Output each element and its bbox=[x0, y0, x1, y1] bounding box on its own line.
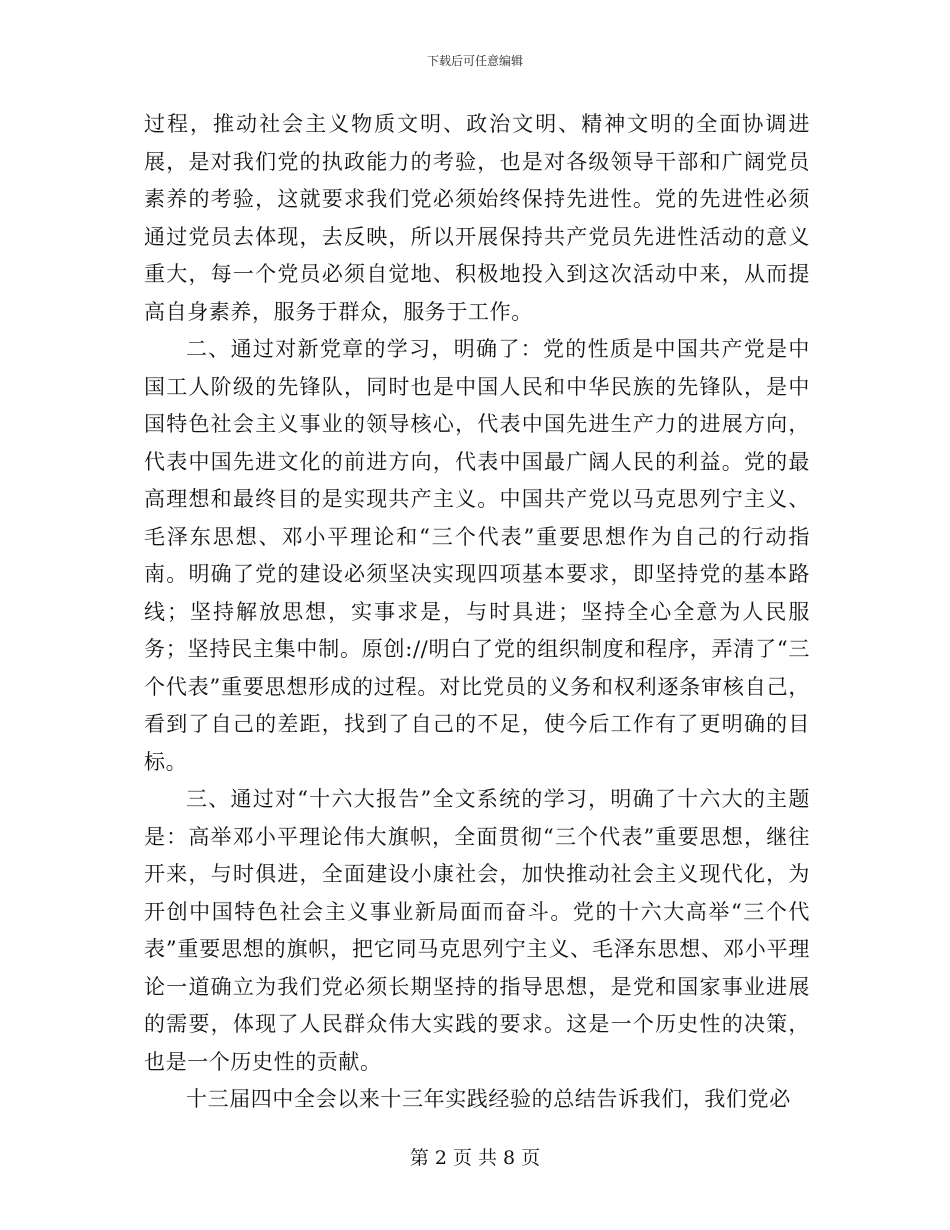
paragraph-continuation: 过程，推动社会主义物质文明、政治文明、精神文明的全面协调进展，是对我们党的执政能力的考验，也是对各级领导干部和广阔党员素养的考验，这就要求我们党必须始终保持先进性。党的先进性必须通过党员去体现，去反映，所以开展保持共产党员先进性活动的意义重大，每一个党员必须自觉地、积极地投入到这次活动中来，从而提高自身素养，服务于群众，服务于工作。 bbox=[144, 112, 810, 324]
paragraph-party-constitution: 二、通过对新党章的学习，明确了：党的性质是中国共产党是中国工人阶级的先锋队，同时也是中国人民和中华民族的先锋队，是中国特色社会主义事业的领导核心，代表中国先进生产力的进展方向，代表中国先进文化的前进方向，代表中国最广阔人民的利益。党的最高理想和最终目的是实现共产主义。中国共产党以马克思列宁主义、毛泽东思想、邓小平理论和“三个代表”重要思想作为自己的行动指南。明确了党的建设必须坚决实现四项基本要求，即坚持党的基本路线；坚持解放思想，实事求是，与时具进；坚持全心全意为人民服务；坚持民主集中制。原创://明白了党的组织制度和程序，弄清了“三个代表”重要思想形成的过程。对比党员的义务和权利逐条审核自己，看到了自己的差距，找到了自己的不足，使今后工作有了更明确的目标。 bbox=[144, 337, 810, 774]
page-number: 第 2 页 共 8 页 bbox=[409, 1147, 541, 1169]
paragraph-sixteenth-congress: 三、通过对“十六大报告”全文系统的学习，明确了十六大的主题是：高举邓小平理论伟大旗帜，全面贯彻“三个代表”重要思想，继往开来，与时俱进，全面建设小康社会，加快推动社会主义现代化，为开创中国特色社会主义事业新局面而奋斗。党的十六大高举“三个代表”重要思想的旗帜，把它同马克思列宁主义、毛泽东思想、邓小平理论一道确立为我们党必须长期坚持的指导思想，是党和国家事业进展的需要，体现了人民群众伟大实践的要求。这是一个历史性的决策，也是一个历史性的贡献。 bbox=[144, 787, 810, 1074]
page-header-note: 下载后可任意编辑 bbox=[426, 54, 523, 68]
document-body bbox=[144, 106, 810, 1119]
paragraph-thirteen-years: 十三届四中全会以来十三年实践经验的总结告诉我们，我们党必 bbox=[186, 1087, 791, 1111]
